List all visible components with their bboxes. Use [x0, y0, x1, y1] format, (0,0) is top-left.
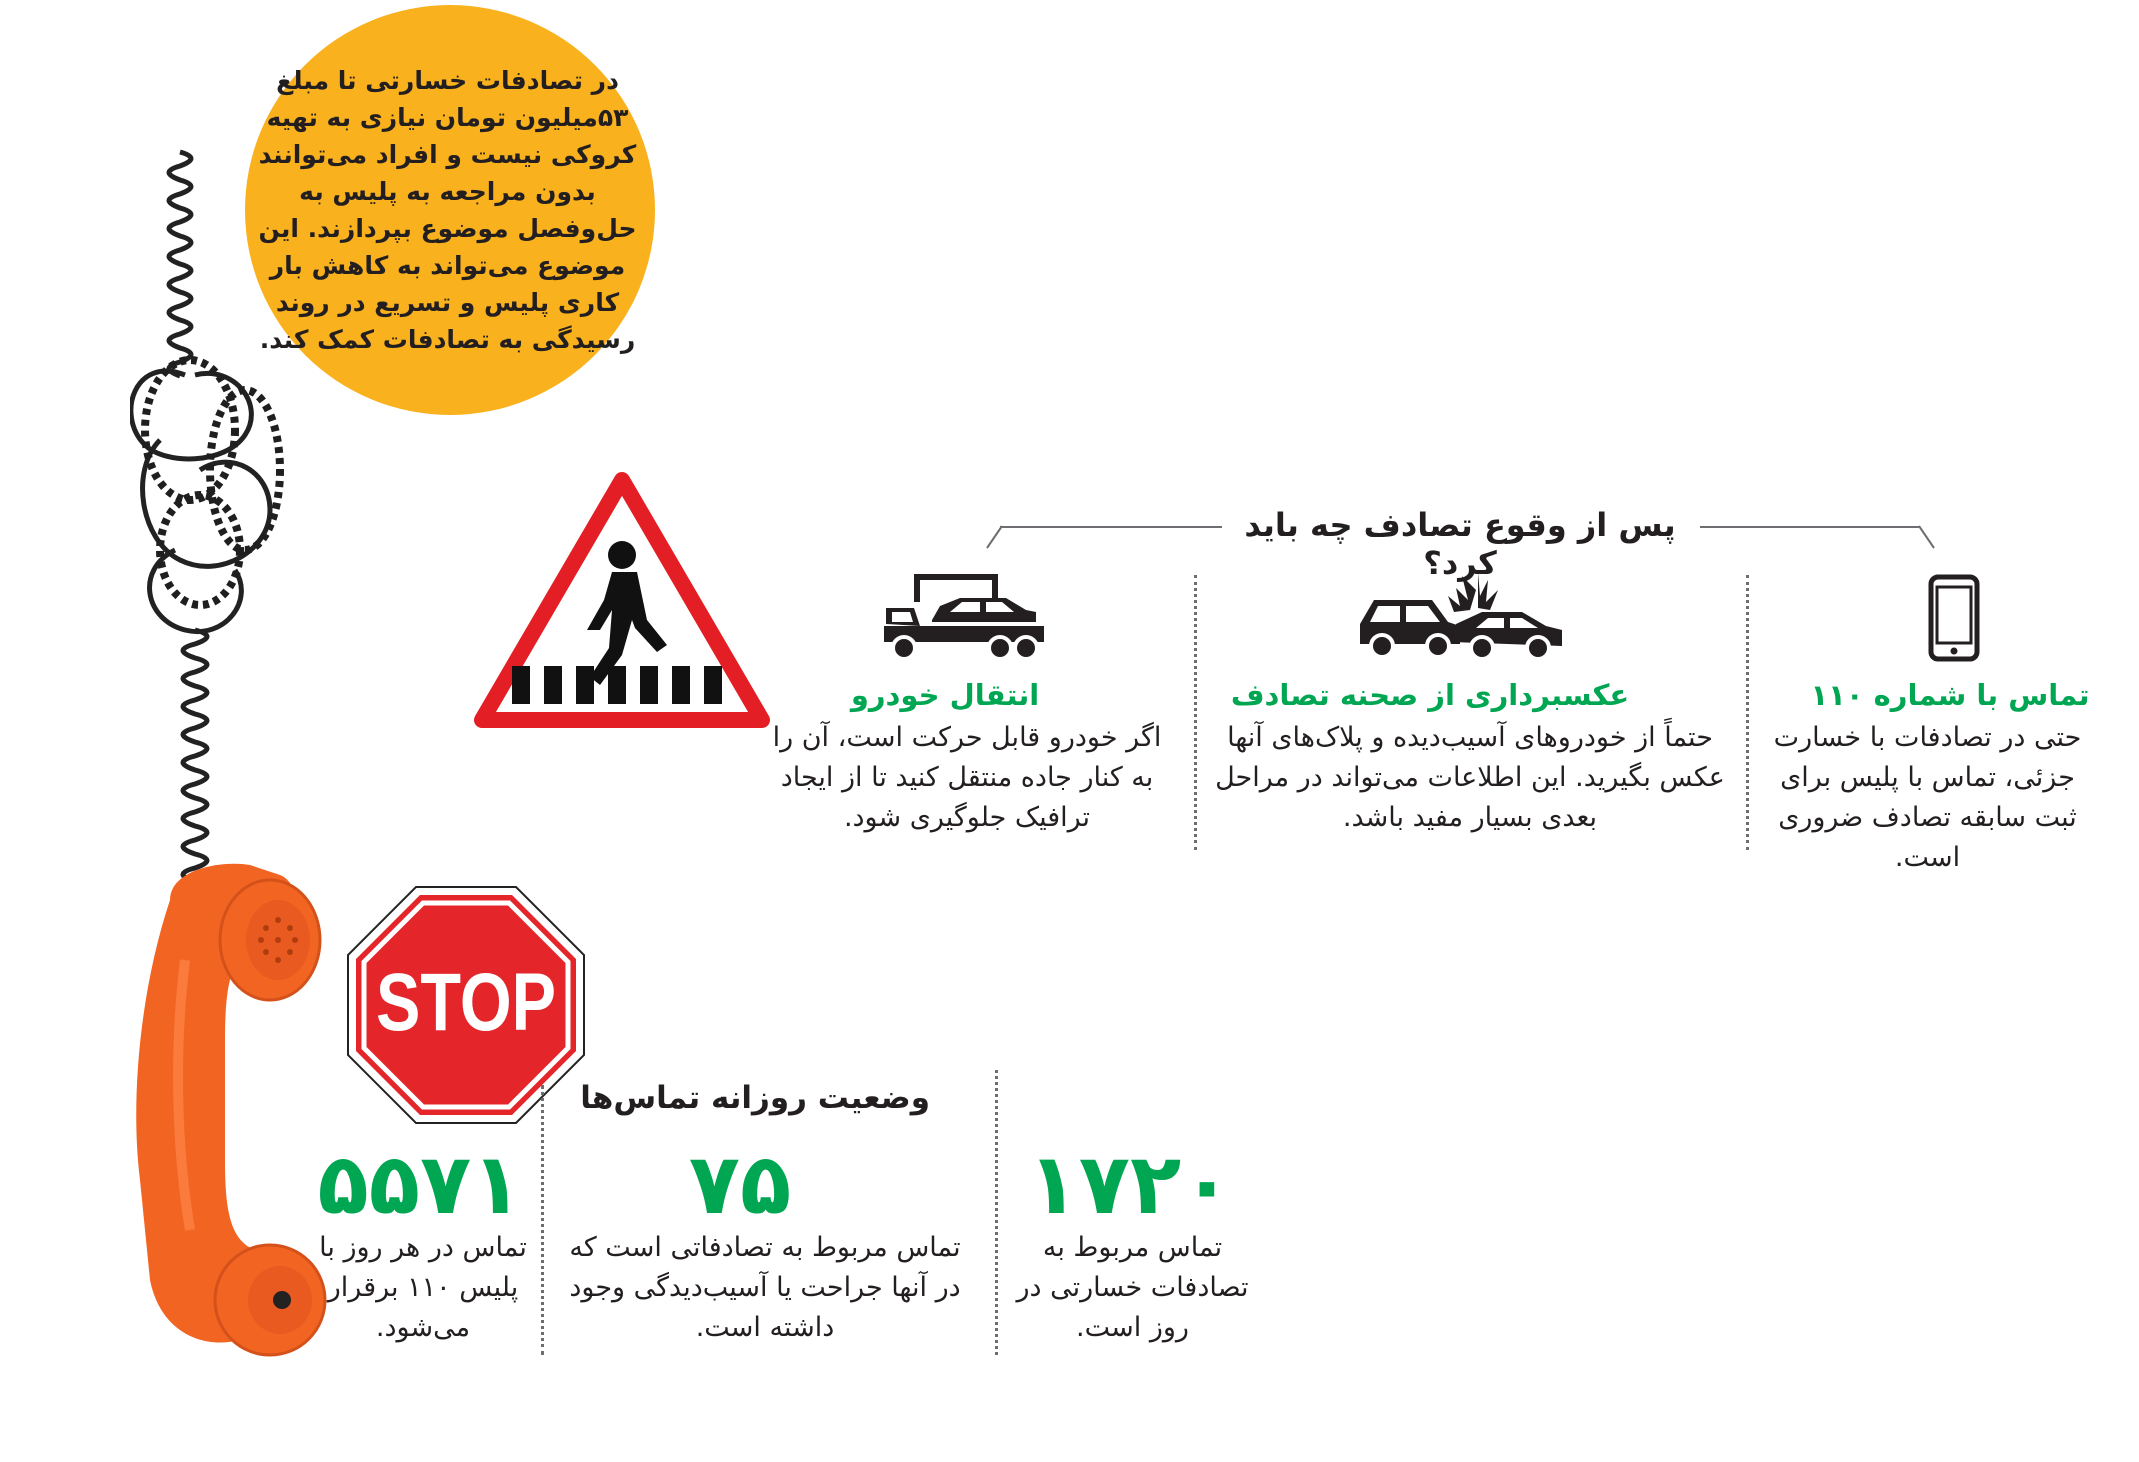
stop-sign-text: STOP	[376, 957, 556, 1048]
pedestrian-crossing-sign-icon	[472, 470, 772, 735]
phone-icon	[1928, 574, 1980, 662]
heading-line-right	[1700, 526, 1920, 528]
stats-title: وضعیت روزانه تماس‌ها	[580, 1080, 930, 1116]
divider-stat-2	[541, 1085, 544, 1355]
heading-line-left-tick	[985, 524, 1005, 550]
stat-2-value: ۷۵	[688, 1135, 792, 1233]
step-1-title: تماس با شماره ۱۱۰	[1810, 678, 2090, 712]
divider-stat-1	[995, 1070, 998, 1355]
step-2-body: حتماً از خودروهای آسیب‌دیده و پلاک‌های آنها عکس بگیرید. این اطلاعات می‌تواند در مراحل بعدی بسیار مفید باشد.	[1215, 722, 1725, 833]
step-3-body: اگر خودرو قابل حرکت است، آن را به کنار جاده منتقل کنید تا از ایجاد ترافیک جلوگیری شود.	[772, 722, 1162, 833]
tow-truck-icon	[880, 568, 1050, 666]
step-3-title: انتقال خودرو	[850, 678, 1040, 712]
stat-1-desc: تماس مربوط به تصادفات خسارتی در روز است.	[1016, 1232, 1249, 1343]
step-1-body: حتی در تصادفات با خسارت جزئی، تماس با پلیس برای ثبت سابقه تصادف ضروری است.	[1773, 722, 2082, 873]
divider-step-2	[1194, 575, 1197, 850]
handset	[136, 864, 325, 1355]
stop-sign-icon	[344, 883, 588, 1127]
heading-line-right-tick	[1917, 524, 1937, 550]
section-title: پس از وقوع تصادف چه باید کرد؟	[1244, 506, 1676, 582]
info-text: در تصادفات خسارتی تا مبلغ ۵۳میلیون تومان نیازی به تهیه کروکی نیست و افراد می‌توانند بدون مراجعه به پلیس به حل‌وفصل موضوع بپردازند. این موضوع می‌تواند به کاهش بار کاری پلیس و تسریع در روند رسیدگی به تصادفات کمک کند.	[258, 66, 637, 354]
step-2-title: عکسبرداری از صحنه تصادف	[1230, 678, 1630, 712]
divider-step-1	[1746, 575, 1749, 850]
stat-3-desc: تماس در هر روز با پلیس ۱۱۰ برقرار می‌شود.	[319, 1232, 527, 1343]
heading-line-left	[1000, 526, 1222, 528]
stat-1-value: ۱۷۲۰	[1027, 1135, 1233, 1233]
car-crash-icon	[1352, 566, 1567, 666]
stat-3-value: ۵۵۷۱	[317, 1135, 523, 1233]
stat-2-desc: تماس مربوط به تصادفاتی است که در آنها جراحت یا آسیب‌دیدگی وجود داشته است.	[569, 1232, 961, 1343]
